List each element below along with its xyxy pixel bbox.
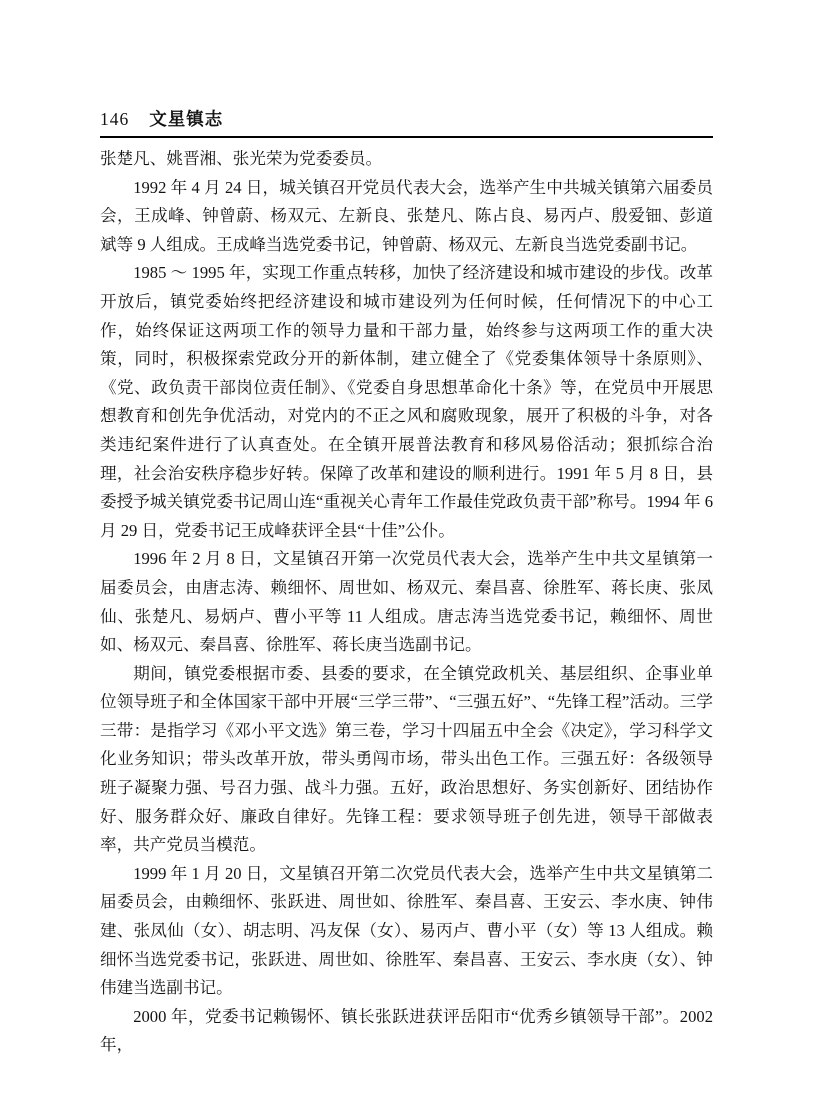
running-header bbox=[100, 106, 713, 138]
paragraph: 1985 ～ 1995 年，实现工作重点转移，加快了经济建设和城市建设的步伐。改革开放后，镇党委始终把经济建设和城市建设列为任何时候，任何情况下的中心工作，始终保证这两项工作的领导力量和干部力量，始终参与这两项工作的重大决策，同时，积极探索党政分开的新体制，建立健全了《党委集体领导十条原则》、《党、政负责干部岗位责任制》、《党委自身思想革命化十条》等，在党员中开展思想教育和创先争优活动，对党内的不正之风和腐败现象，展开了积极的斗争，对各类违纪案件进行了认真查处。在全镇开展普法教育和移风易俗活动；狠抓综合治理，社会治安秩序稳步好转。保障了改革和建设的顺利进行。1991 年 5 月 8 日，县委授予城关镇党委书记周山连“重视关心青年工作最佳党政负责干部”称号。1994 年 6 月 29 日，党委书记王成峰获评全县“十佳”公仆。 bbox=[100, 263, 713, 540]
body-text bbox=[100, 145, 713, 1060]
paragraph: 期间，镇党委根据市委、县委的要求，在全镇党政机关、基层组织、企事业单位领导班子和全体国家干部中开展“三学三带”、“三强五好”、“先锋工程”活动。三学三带：是指学习《邓小平文选》第三卷，学习十四届五中全会《决定》，学习科学文化业务知识；带头改革开放，带头勇闯市场，带头出色工作。三强五好：各级领导班子凝聚力强、号召力强、战斗力强。五好，政治思想好、务实创新好、团结协作好、服务群众好、廉政自律好。先锋工程：要求领导班子创先进，领导干部做表率，共产党员当模范。 bbox=[100, 663, 713, 855]
paragraph: 张楚凡、姚晋湘、张光荣为党委委员。 bbox=[100, 149, 383, 168]
page-content bbox=[100, 106, 713, 1060]
paragraph: 1992 年 4 月 24 日，城关镇召开党员代表大会，选举产生中共城关镇第六届委员会，王成峰、钟曾蔚、杨双元、左新良、张楚凡、陈占良、易丙卢、殷爱钿、彭道斌等 9 人组成。王成峰当选党委书记，钟曾蔚、杨双元、左新良当选党委副书记。 bbox=[100, 177, 713, 254]
paragraph: 1996 年 2 月 8 日，文星镇召开第一次党员代表大会，选举产生中共文星镇第一届委员会，由唐志涛、赖细怀、周世如、杨双元、秦昌喜、徐胜军、蒋长庚、张凤仙、张楚凡、易炳卢、曹小平等 11 人组成。唐志涛当选党委书记，赖细怀、周世如、杨双元、秦昌喜、徐胜军、蒋长庚当选副书记。 bbox=[100, 549, 713, 655]
paragraph: 1999 年 1 月 20 日，文星镇召开第二次党员代表大会，选举产生中共文星镇第二届委员会，由赖细怀、张跃进、周世如、徐胜军、秦昌喜、王安云、李水庚、钟伟建、张凤仙（女）、胡志明、冯友保（女）、易丙卢、曹小平（女）等 13 人组成。赖细怀当选党委书记，张跃进、周世如、徐胜军、秦昌喜、王安云、李水庚（女）、钟伟建当选副书记。 bbox=[100, 863, 713, 998]
book-title: 文星镇志 bbox=[149, 109, 224, 129]
paragraph: 2000 年，党委书记赖锡怀、镇长张跃进获评岳阳市“优秀乡镇领导干部”。2002 年， bbox=[100, 1006, 713, 1055]
page-number: 146 bbox=[100, 109, 130, 129]
